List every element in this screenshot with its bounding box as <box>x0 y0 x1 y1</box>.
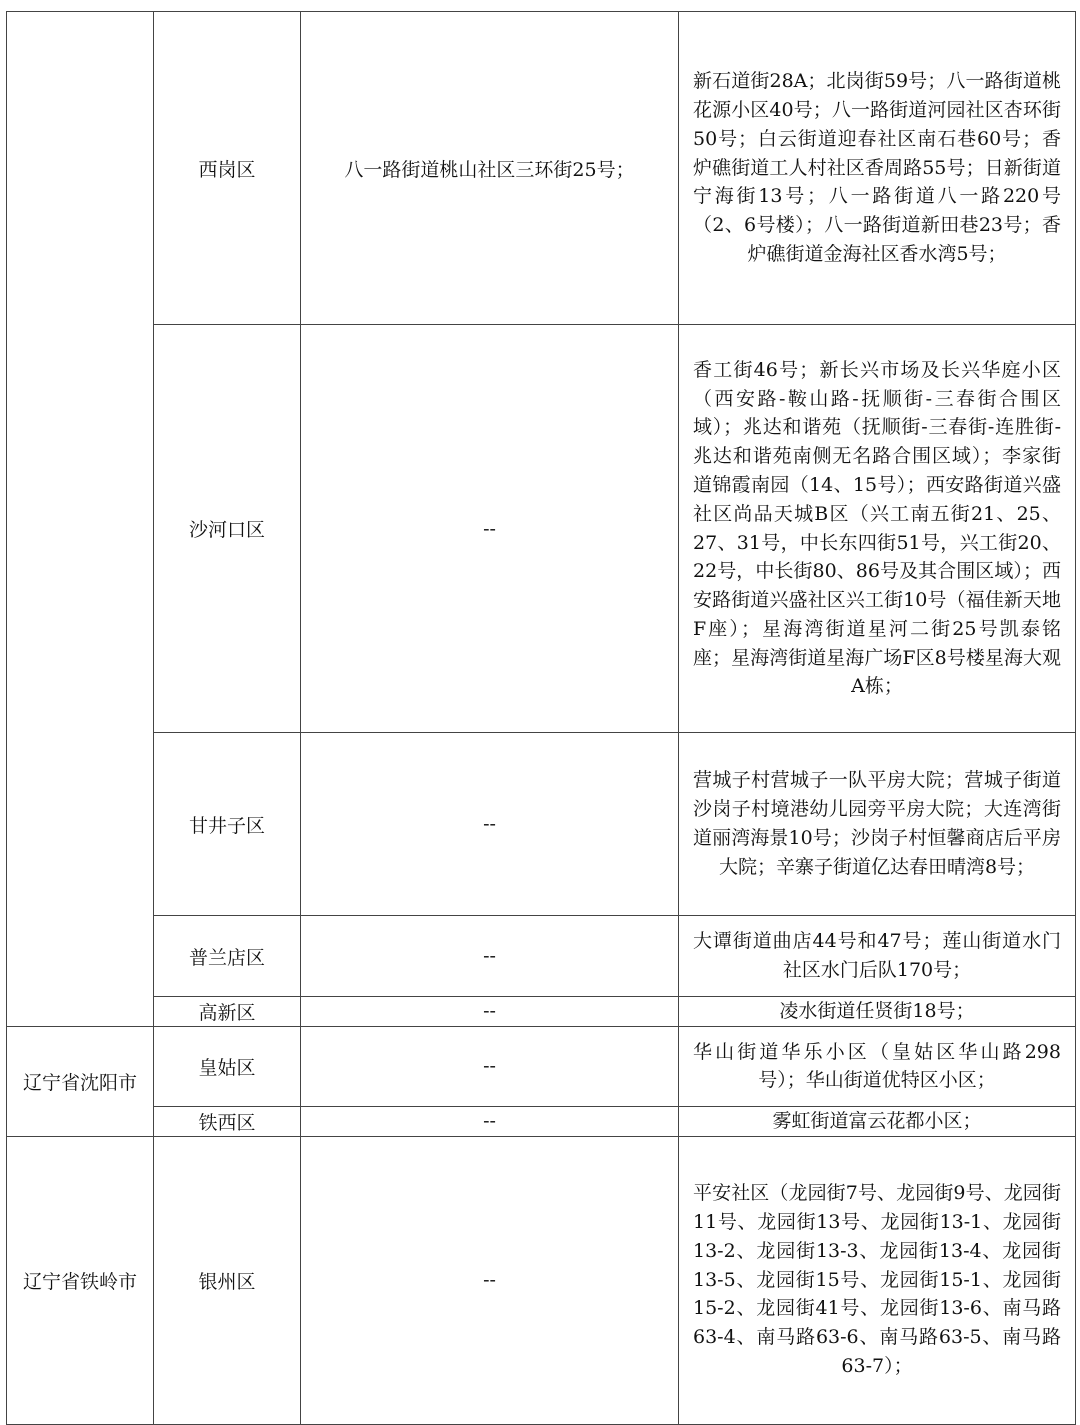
medium-risk-cell: 平安社区（龙园街7号、龙园街9号、龙园街11号、龙园街13号、龙园街13-1、龙园街13-2、龙园街13-3、龙园街13-4、龙园街13-5、龙园街15号、龙园街15-1、龙园街15-2、龙园街41号、龙园街13-6、南马路63-4、南马路63-6、南马路63-5、南马路63-7）； <box>679 1136 1076 1424</box>
table-row <box>7 12 1076 325</box>
table-row <box>7 325 1076 733</box>
medium-risk-cell: 雾虹街道富云花都小区； <box>679 1106 1076 1136</box>
high-risk-cell: -- <box>301 1026 679 1106</box>
district-cell: 沙河口区 <box>154 325 301 733</box>
district-cell: 皇姑区 <box>154 1026 301 1106</box>
high-risk-cell: -- <box>301 1136 679 1424</box>
high-risk-cell: -- <box>301 733 679 916</box>
district-cell: 甘井子区 <box>154 733 301 916</box>
district-cell: 高新区 <box>154 997 301 1027</box>
medium-risk-cell: 凌水街道任贤街18号； <box>679 997 1076 1027</box>
table-row <box>7 997 1076 1027</box>
district-cell: 西岗区 <box>154 12 301 325</box>
city-cell: 辽宁省铁岭市 <box>7 1136 154 1424</box>
table-row <box>7 1136 1076 1424</box>
table-row <box>7 916 1076 997</box>
medium-risk-cell: 香工街46号；新长兴市场及长兴华庭小区（西安路-鞍山路-抚顺街-三春街合围区域）；兆达和谐苑（抚顺街-三春街-连胜街-兆达和谐苑南侧无名路合围区域）；李家街道锦霞南园（14、15号）；西安路街道兴盛社区尚品天城B区（兴工南五街21、25、27、31号，中长东四街51号，兴工街20、22号，中长街80、86号及其合围区域）；西安路街道兴盛社区兴工街10号（福佳新天地F座）；星海湾街道星河二街25号凯泰铭座；星海湾街道星海广场F区8号楼星海大观A栋； <box>679 325 1076 733</box>
district-cell: 银州区 <box>154 1136 301 1424</box>
high-risk-cell: -- <box>301 1106 679 1136</box>
medium-risk-cell: 营城子村营城子一队平房大院；营城子街道沙岗子村境港幼儿园旁平房大院；大连湾街道丽湾海景10号；沙岗子村恒馨商店后平房大院；辛寨子街道亿达春田晴湾8号； <box>679 733 1076 916</box>
table-row <box>7 1026 1076 1106</box>
medium-risk-cell: 新石道街28A；北岗街59号；八一路街道桃花源小区40号；八一路街道河园社区杏环街50号；白云街道迎春社区南石巷60号；香炉礁街道工人村社区香周路55号；日新街道宁海街13号；八一路街道八一路220号（2、6号楼）；八一路街道新田巷23号；香炉礁街道金海社区香水湾5号； <box>679 12 1076 325</box>
high-risk-cell: -- <box>301 997 679 1027</box>
district-cell: 铁西区 <box>154 1106 301 1136</box>
high-risk-cell: -- <box>301 325 679 733</box>
medium-risk-cell: 大谭街道曲店44号和47号；莲山街道水门社区水门后队170号； <box>679 916 1076 997</box>
city-cell <box>7 12 154 1027</box>
medium-risk-cell: 华山街道华乐小区（皇姑区华山路298号）；华山街道优特区小区； <box>679 1026 1076 1106</box>
city-cell: 辽宁省沈阳市 <box>7 1026 154 1136</box>
risk-area-table <box>6 11 1076 1425</box>
table-row <box>7 1106 1076 1136</box>
high-risk-cell: 八一路街道桃山社区三环街25号； <box>301 12 679 325</box>
district-cell: 普兰店区 <box>154 916 301 997</box>
high-risk-cell: -- <box>301 916 679 997</box>
table-row <box>7 733 1076 916</box>
